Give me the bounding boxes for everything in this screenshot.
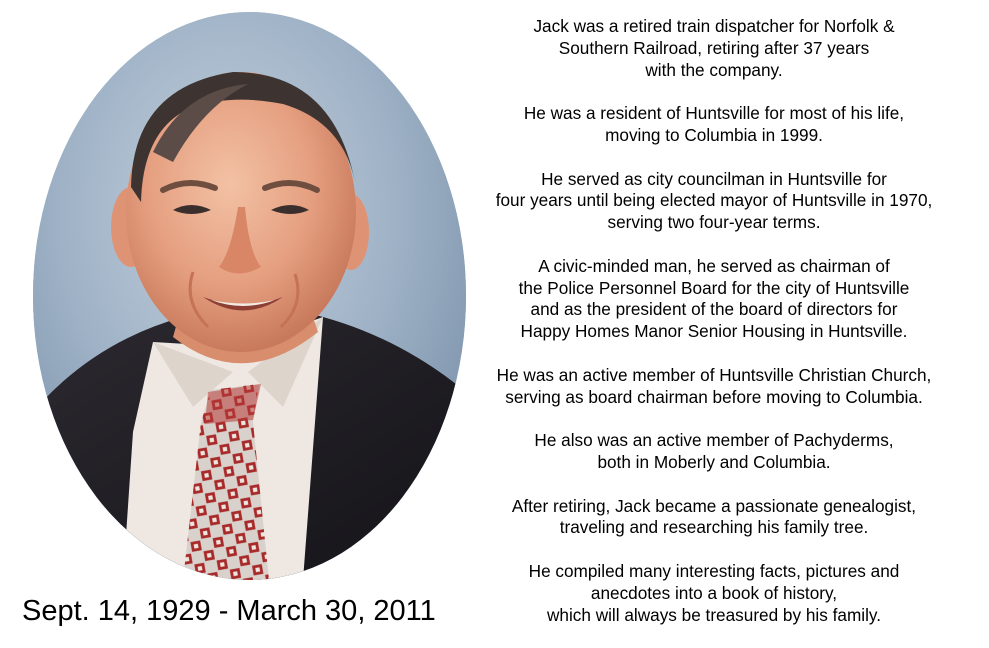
bio-line: Jack was a retired train dispatcher for Norfolk & bbox=[533, 16, 895, 36]
bio-line: He was a resident of Huntsville for most of his life, bbox=[523, 103, 905, 124]
bio-line: moving to Columbia in 1999. bbox=[605, 124, 823, 145]
bio-line: and as the president of the board of directors for bbox=[530, 299, 898, 320]
bio-line: which will always be treasured by his family. bbox=[546, 604, 881, 625]
bio-line: serving two four-year terms. bbox=[607, 212, 821, 233]
bio-paragraph-career bbox=[478, 16, 950, 81]
bio-line: both in Moberly and Columbia. bbox=[597, 451, 831, 472]
bio-line: serving as board chairman before moving to Columbia. bbox=[505, 386, 923, 407]
bio-line: traveling and researching his family tree. bbox=[559, 517, 869, 538]
man-portrait-icon bbox=[33, 12, 466, 580]
bio-paragraph-book bbox=[478, 561, 950, 626]
bio-paragraph-residence bbox=[478, 103, 950, 147]
biography-text bbox=[478, 16, 950, 648]
bio-line: A civic-minded man, he served as chairman of bbox=[538, 255, 890, 276]
bio-line: with the company. bbox=[645, 59, 783, 80]
bio-paragraph-genealogy bbox=[478, 496, 950, 540]
bio-line: He served as city councilman in Huntsville for bbox=[541, 168, 887, 189]
bio-paragraph-civic bbox=[478, 256, 950, 343]
bio-line: He also was an active member of Pachyderms, bbox=[534, 430, 894, 451]
bio-paragraph-politics bbox=[478, 169, 950, 234]
bio-line: the Police Personnel Board for the city of Huntsville bbox=[518, 277, 910, 298]
bio-line: After retiring, Jack became a passionate genealogist, bbox=[511, 495, 917, 516]
bio-line: anecdotes into a book of history, bbox=[590, 582, 838, 603]
bio-line: Happy Homes Manor Senior Housing in Huntsville. bbox=[520, 321, 908, 342]
bio-line: Southern Railroad, retiring after 37 years bbox=[558, 37, 870, 58]
bio-paragraph-church bbox=[478, 365, 950, 409]
life-dates: Sept. 14, 1929 - March 30, 2011 bbox=[22, 595, 436, 627]
bio-line: He compiled many interesting facts, pictures and bbox=[528, 560, 900, 581]
bio-line: He was an active member of Huntsville Christian Church, bbox=[496, 364, 932, 385]
bio-paragraph-pachyderms bbox=[478, 430, 950, 474]
portrait-photo bbox=[33, 12, 466, 580]
bio-line: four years until being elected mayor of Huntsville in 1970, bbox=[495, 190, 933, 211]
